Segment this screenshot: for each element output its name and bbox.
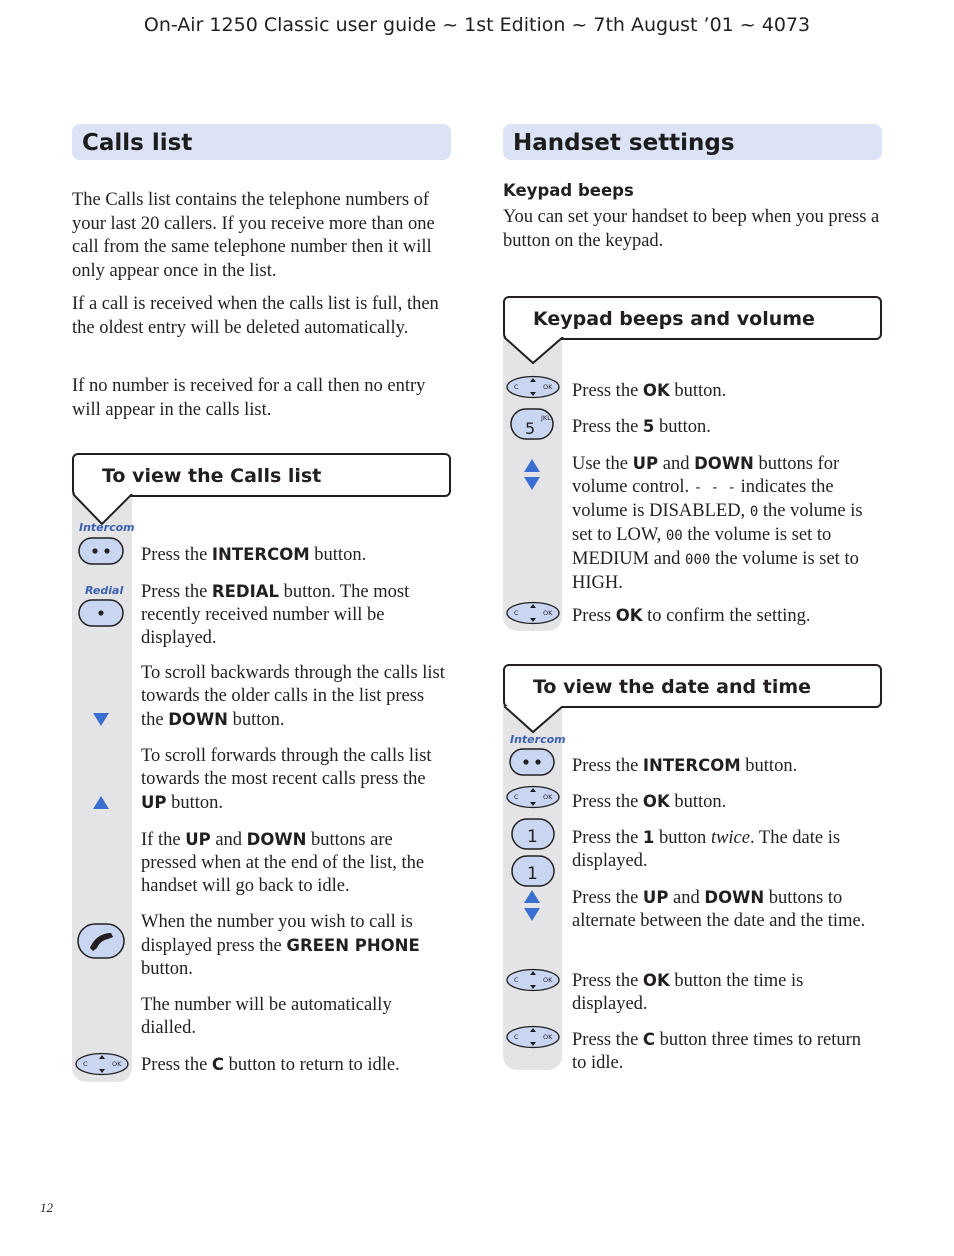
calls-step-7: The number will be automatically dialled. bbox=[141, 995, 392, 1038]
calls-step-3: To scroll backwards through the calls list towards the older calls in the list press the DOWN button. bbox=[141, 663, 445, 730]
redial-key-icon bbox=[78, 599, 124, 627]
up-down-arrows-icon-2 bbox=[523, 889, 541, 923]
keypad-beeps-text: You can set your handset to beep when you press a button on the keypad. bbox=[503, 207, 880, 251]
view-calls-list-box-title: To view the Calls list bbox=[72, 453, 451, 497]
keypad-beeps-box-title: Keypad beeps and volume bbox=[503, 296, 882, 340]
calls-list-intro-2: If a call is received when the calls list is full, then the oldest entry will be deleted automatically. bbox=[72, 294, 439, 338]
svg-text:C: C bbox=[514, 383, 519, 391]
key-1-icon bbox=[511, 818, 555, 850]
svg-text:OK: OK bbox=[543, 976, 553, 984]
beeps-step-2: Press the 5 button. bbox=[572, 417, 711, 437]
svg-text:OK: OK bbox=[543, 1033, 553, 1041]
svg-text:OK: OK bbox=[543, 793, 553, 801]
ok-nav-key-icon-2 bbox=[505, 785, 561, 809]
date-step-3: Press the 1 button twice. The date is displayed. bbox=[572, 828, 841, 871]
svg-text:JKL: JKL bbox=[541, 414, 551, 422]
calls-list-title: Calls list bbox=[72, 124, 451, 160]
date-time-box-title: To view the date and time bbox=[503, 664, 882, 708]
beeps-step-3: Use the UP and DOWN buttons for volume control. - - - indicates the volume is DISABLED, 0 the volume is set to LOW, 00 the volume is set to MEDIUM and 000 the volume is set to HIGH. bbox=[572, 454, 863, 593]
svg-text:5: 5 bbox=[525, 419, 536, 438]
svg-text:C: C bbox=[514, 976, 519, 984]
intercom-key-icon bbox=[78, 537, 124, 565]
c-key-label: C bbox=[83, 1060, 88, 1068]
calls-step-6: When the number you wish to call is displayed press the GREEN PHONE button. bbox=[141, 912, 420, 979]
date-step-4: Press the UP and DOWN buttons to alternate between the date and the time. bbox=[572, 888, 866, 931]
calls-step-4: To scroll forwards through the calls list towards the most recent calls press the UP button. bbox=[141, 746, 432, 813]
up-arrow-icon bbox=[92, 795, 110, 810]
calls-step-2: Press the REDIAL button. The most recently received number will be displayed. bbox=[141, 582, 410, 648]
page-header: On-Air 1250 Classic user guide ~ 1st Edition ~ 7th August ’01 ~ 4073 bbox=[143, 14, 811, 36]
svg-text:OK: OK bbox=[543, 383, 553, 391]
ok-nav-key-icon-3 bbox=[505, 968, 561, 992]
keypad-beeps-heading: Keypad beeps bbox=[503, 181, 634, 200]
c-nav-key-icon bbox=[505, 1025, 561, 1049]
svg-text:OK: OK bbox=[543, 609, 553, 617]
calls-step-8: Press the C button to return to idle. bbox=[141, 1055, 400, 1075]
ok-nav-key-icon bbox=[505, 375, 561, 399]
date-step-6: Press the C button three times to return to idle. bbox=[572, 1030, 862, 1073]
svg-text:C: C bbox=[514, 1033, 519, 1041]
handset-settings-title: Handset settings bbox=[503, 124, 882, 160]
beeps-step-4: Press OK to confirm the setting. bbox=[572, 606, 811, 626]
calls-list-intro-3: If no number is received for a call then no entry will appear in the calls list. bbox=[72, 376, 426, 420]
calls-list-intro-1: The Calls list contains the telephone numbers of your last 20 callers. If you receive more than one call from the same telephone number then it will only appear once in the list. bbox=[72, 190, 435, 281]
intercom-label-2: Intercom bbox=[510, 733, 566, 746]
key-1-icon-second bbox=[511, 855, 555, 887]
calls-step-1: Press the INTERCOM button. bbox=[141, 545, 367, 565]
down-arrow-icon bbox=[92, 712, 110, 727]
svg-text:1: 1 bbox=[527, 827, 538, 847]
svg-text:1: 1 bbox=[527, 864, 538, 884]
intercom-label: Intercom bbox=[79, 521, 135, 534]
svg-text:C: C bbox=[514, 609, 519, 617]
calls-step-5: If the UP and DOWN buttons are pressed when at the end of the list, the handset will go back to idle. bbox=[141, 830, 425, 896]
key-5-icon bbox=[510, 408, 554, 440]
date-step-2: Press the OK button. bbox=[572, 792, 727, 812]
green-phone-key-icon bbox=[77, 923, 125, 959]
ok-confirm-key-icon bbox=[505, 601, 561, 625]
keypad-box-pointer bbox=[503, 337, 565, 373]
intercom-key-icon-2 bbox=[509, 748, 555, 776]
ok-key-label: OK bbox=[112, 1060, 122, 1068]
redial-label: Redial bbox=[85, 584, 124, 597]
beeps-step-1: Press the OK button. bbox=[572, 381, 727, 401]
up-down-arrows-icon bbox=[523, 458, 541, 492]
svg-text:C: C bbox=[514, 793, 519, 801]
c-ok-nav-key-icon bbox=[74, 1052, 130, 1076]
date-step-5: Press the OK button the time is displayed. bbox=[572, 971, 804, 1014]
date-step-1: Press the INTERCOM button. bbox=[572, 756, 798, 776]
page-number: 12 bbox=[40, 1200, 53, 1215]
